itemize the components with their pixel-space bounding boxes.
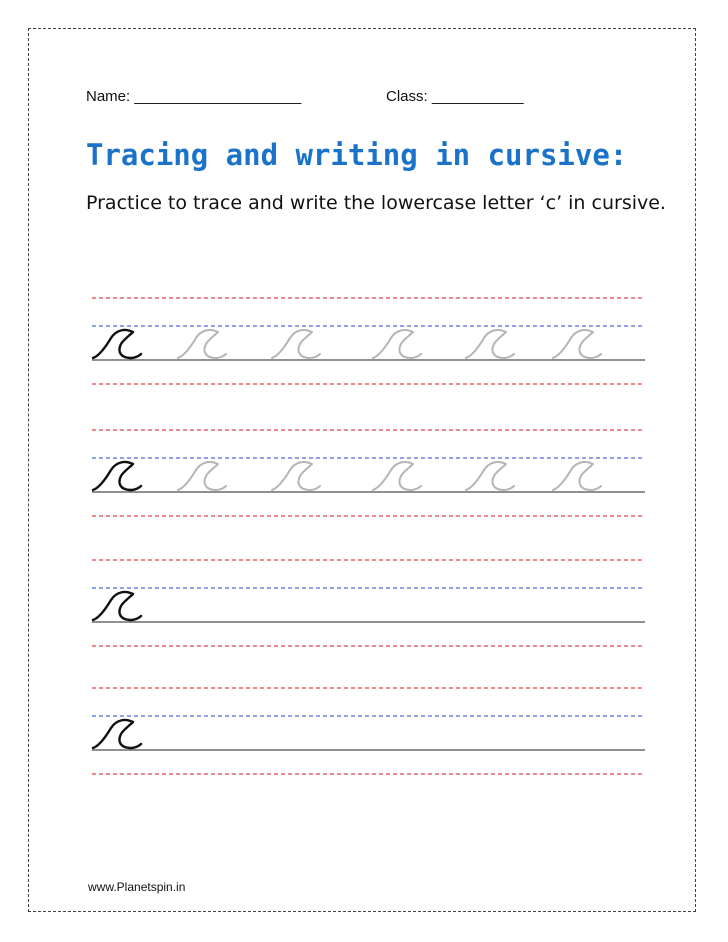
trace-letter-c [373, 330, 421, 358]
solid-letter-c [93, 462, 141, 490]
instruction-text: Practice to trace and write the lowercase letter ‘c’ in cursive. [86, 192, 666, 214]
footer-url: www.Planetspin.in [88, 880, 186, 894]
trace-letter-c [553, 330, 601, 358]
trace-letter-c [178, 330, 226, 358]
trace-letter-c [466, 330, 514, 358]
solid-letter-c [93, 720, 141, 748]
trace-letter-c [272, 330, 320, 358]
worksheet-title: Tracing and writing in cursive: [86, 138, 628, 172]
class-field-label: Class: ___________ [386, 88, 524, 105]
trace-letter-c [178, 462, 226, 490]
trace-letter-c [272, 462, 320, 490]
trace-letter-c [466, 462, 514, 490]
solid-letter-c [93, 330, 141, 358]
solid-letter-c [93, 592, 141, 620]
trace-letter-c [373, 462, 421, 490]
trace-letter-c [553, 462, 601, 490]
name-field-label: Name: ____________________ [86, 88, 302, 105]
